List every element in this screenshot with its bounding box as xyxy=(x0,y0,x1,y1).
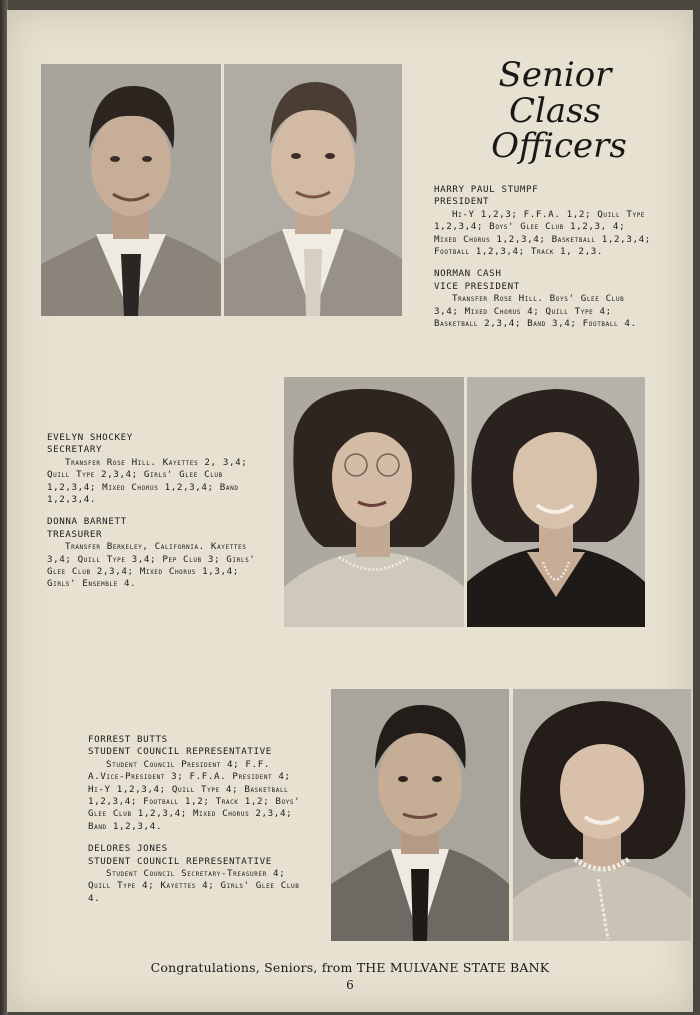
officer-name: EVELYN SHOCKEY xyxy=(47,432,133,443)
officer-name: DELORES JONES xyxy=(88,843,168,855)
bio-delores-jones xyxy=(88,843,306,905)
bio-donna-barnett xyxy=(47,516,265,590)
officer-name: FORREST BUTTS xyxy=(88,734,168,745)
page-title xyxy=(455,55,655,167)
officer-name: NORMAN CASH xyxy=(434,268,502,280)
bio-harry-stumpf xyxy=(434,184,652,258)
bio-forrest-butts xyxy=(88,734,306,833)
page-number: 6 xyxy=(346,978,354,992)
bio-group-top xyxy=(434,184,652,340)
officer-activities: Student Council Secretary-Treasurer 4; Quill Type 4; Kayettes 4; Girls' Glee Club 4. xyxy=(88,868,300,904)
officer-activities: Hi-Y 1,2,3; F.F.A. 1,2; Quill Type 1,2,3,4; Boys' Glee Club 1,2,3, 4; Mixed Chorus 1,2,3,4; Basketball 1,2,3,4; Football 1,2,3,4; Track 1, 2,3. xyxy=(434,208,651,258)
title-line-2: Officers xyxy=(491,126,627,167)
title-line-1: Senior Class xyxy=(498,55,612,131)
portrait-harry-stumpf xyxy=(41,64,221,316)
officer-role: SECRETARY xyxy=(47,444,103,456)
portrait-norman-cash xyxy=(224,64,402,316)
officer-role: TREASURER xyxy=(47,528,103,540)
portrait-donna-barnett xyxy=(467,377,645,627)
officer-name: DONNA BARNETT xyxy=(47,516,127,528)
officer-role: STUDENT COUNCIL REPRESENTATIVE xyxy=(88,855,272,867)
officer-activities: Student Council President 4; F.F. A.Vice-President 3; F.F.A. President 4; Hi-Y 1,2,3,4; Quill Type 4; Basketball 1,2,3,4; Football 1,2; Track 1,2; Boys' Glee Club 1,2,3,4; Mixed Chorus 2,3,4; Band 1,2,3,4. xyxy=(88,758,301,832)
officer-role: PRESIDENT xyxy=(434,196,490,208)
officer-activities: Transfer Rose Hill. Kayettes 2, 3,4; Quill Type 2,3,4; Girls' Glee Club 1,2,3,4; Mixed Chorus 1,2,3,4; Band 1,2,3,4. xyxy=(47,456,248,506)
officer-role: STUDENT COUNCIL REPRESENTATIVE xyxy=(88,746,272,758)
bio-evelyn-shockey xyxy=(47,432,265,506)
bio-norman-cash xyxy=(434,268,652,330)
portrait-forrest-butts xyxy=(331,689,509,941)
portrait-evelyn-shockey xyxy=(284,377,464,627)
officer-activities: Transfer Berkeley, California. Kayettes 3,4; Quill Type 3,4; Pep Club 3; Girls' Glee Club 2,3,4; Mixed Chorus 1,3,4; Girls' Ensemble 4. xyxy=(47,541,256,590)
bio-group-bottom xyxy=(88,734,306,915)
officer-name: HARRY PAUL STUMPF xyxy=(434,184,539,195)
officer-activities: Transfer Rose Hill. Boys' Glee Club 3,4; Mixed Chorus 4; Quill Type 4; Basketball 2,3,4; Band 3,4; Football 4. xyxy=(434,293,637,330)
portrait-delores-jones xyxy=(513,689,691,941)
footer-sponsor: Congratulations, Seniors, from THE MULVANE STATE BANK xyxy=(150,960,550,975)
bio-group-middle xyxy=(47,432,265,601)
officer-role: VICE PRESIDENT xyxy=(434,280,520,292)
